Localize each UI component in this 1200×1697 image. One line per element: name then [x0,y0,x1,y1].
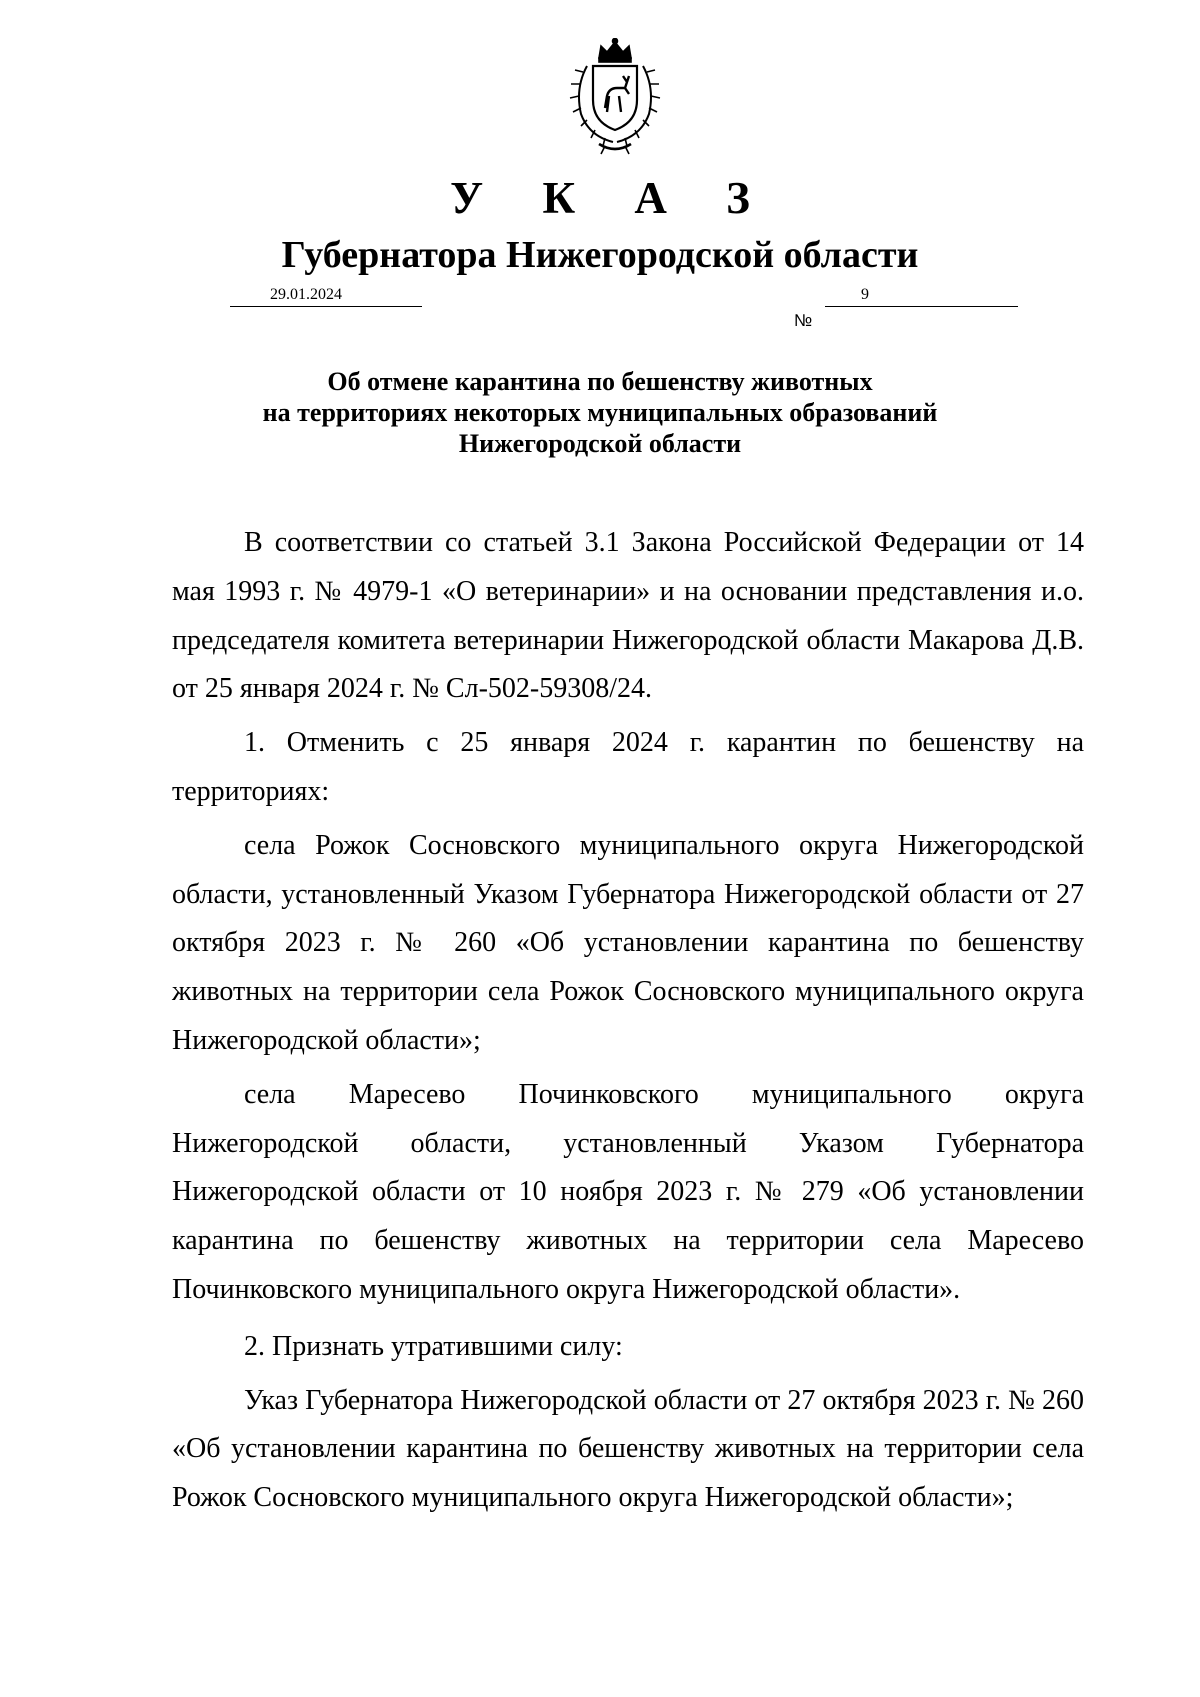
body-paragraph: В соответствии со статьей 3.1 Закона Российской Федерации от 14 мая 1993 г. № 4979-1 «О ветеринарии» и на основании представления и.о. председателя комитета ветеринарии Нижегородской области Макарова Д.В. от 25 января 2024 г. № Сл-502-59308/24. [172,527,1084,705]
document-type-heading: У К А З [450,173,774,223]
document-number: 9 [861,286,869,303]
document-title [0,366,1200,459]
title-line: Нижегородской области [458,429,742,458]
body-paragraph: Указ Губернатора Нижегородской области от 27 октября 2023 г. № 260 «Об установлении карантина по бешенству животных на территории села Рожок Сосновского муниципального округа Нижегородской области»; [172,1384,1084,1514]
document-body [172,519,1084,1523]
title-line: на территориях некоторых муниципальных образований [262,398,938,427]
document-date: 29.01.2024 [270,286,342,303]
body-paragraph: села Рожок Сосновского муниципального округа Нижегородской области, установленный Указом Губернатора Нижегородской области от 27 октября 2023 г. № 260 «Об установлении карантина по бешенству животных на территории села Рожок Сосновского муниципального округа Нижегородской области»; [172,829,1084,1056]
body-paragraph: 1. Отменить с 25 января 2024 г. карантин по бешенству на территориях: [172,727,1084,807]
number-label: № [794,311,813,330]
coat-of-arms-emblem [565,38,665,156]
body-paragraph: села Маресево Починковского муниципального округа Нижегородской области, установленный Указом Губернатора Нижегородской области от 10 ноября 2023 г. № 279 «Об установлении карантина по бешенству животных на территории села Маресево Починковского муниципального округа Нижегородской области». [172,1078,1084,1305]
issuer-heading: Губернатора Нижегородской области [281,234,919,276]
document-date-field [230,286,422,307]
body-paragraph: 2. Признать утратившими силу: [244,1330,623,1362]
title-line: Об отмене карантина по бешенству животных [327,367,873,396]
document-number-field [825,286,1018,307]
